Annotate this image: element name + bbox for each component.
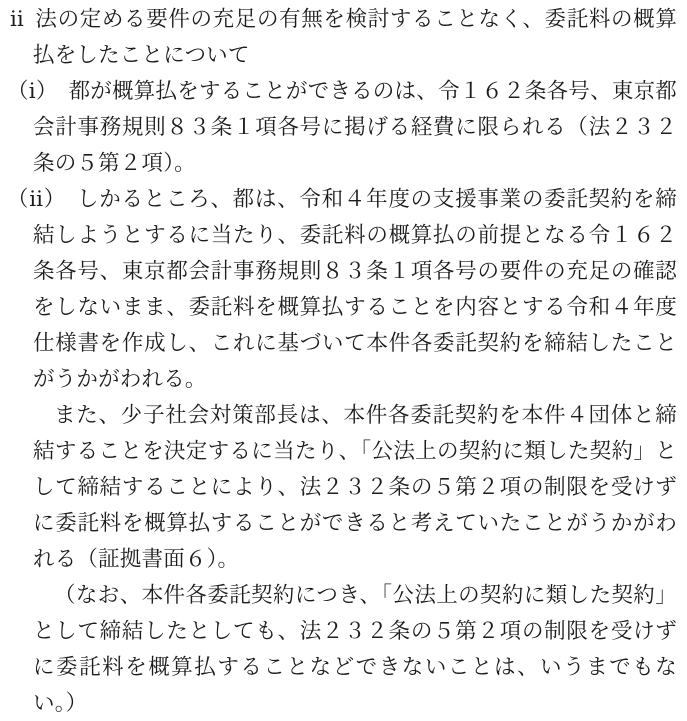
item-marker: （ⅱ） [7, 187, 66, 211]
document-item [0, 73, 677, 181]
item-text: 都が概算払をすることができるのは、令１６２条各号、東京都会計事務規則８３条１項各号に掲げる経費に限られる（法２３２条の５第２項）。 [33, 79, 677, 175]
document-item [0, 397, 677, 577]
item-marker: （ⅰ） [7, 79, 58, 103]
item-text: また、少子社会対策部長は、本件各委託契約を本件４団体と締結することを決定するに当たり、「公法上の契約に類した契約」として締結することにより、法２３２条の５第２項の制限を受けずに委託料を概算払することができると考えていたことがうかがわれる（証拠書面６）。 [33, 403, 677, 571]
document-item [0, 1, 677, 73]
item-text: 法の定める要件の充足の有無を検討することなく、委託料の概算払をしたことについて [33, 7, 678, 67]
document-item [0, 577, 677, 721]
document-body [0, 1, 677, 721]
item-text: （なお、本件各委託契約につき、「公法上の契約に類した契約」として締結したとしても、法２３２条の５第２項の制限を受けずに委託料を概算払することなどできないことは、いうまでもない。） [33, 583, 677, 715]
item-text: しかるところ、都は、令和４年度の支援事業の委託契約を締結しようとするに当たり、委託料の概算払の前提となる令１６２条各号、東京都会計事務規則８３条１項各号の要件の充足の確認をしないまま、委託料を概算払することを内容とする令和４年度仕様書を作成し、これに基づいて本件各委託契約を締結したことがうかがわれる。 [33, 187, 677, 391]
item-marker: ⅱ [10, 7, 25, 31]
document-item [0, 181, 677, 397]
